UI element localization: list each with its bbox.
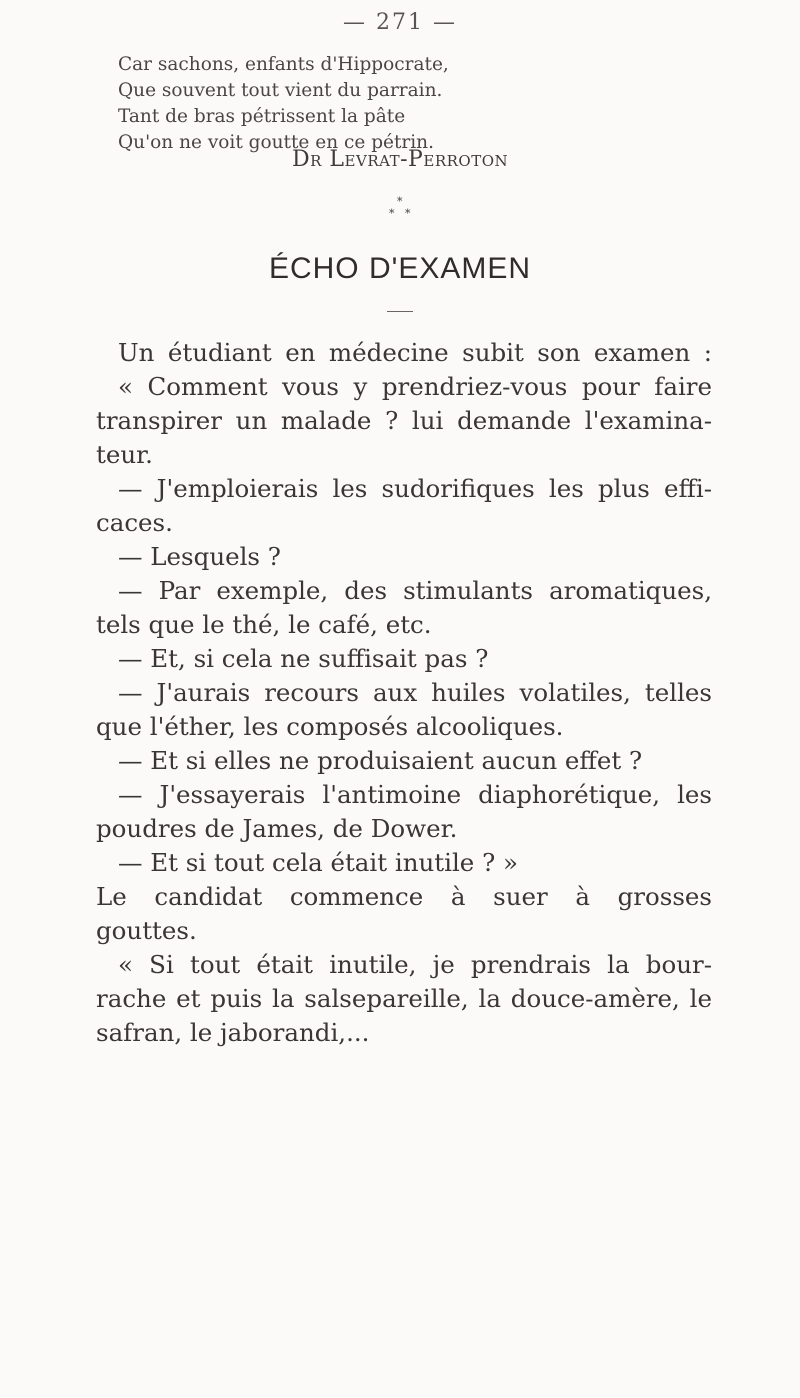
article-line: « Comment vous y prendriez-vous pour faire [118, 372, 712, 401]
article-line: teur. [96, 440, 153, 469]
asterism [383, 196, 423, 236]
asterism-star: * [389, 207, 395, 220]
article-line: tels que le thé, le café, etc. [96, 610, 432, 639]
article-line: Le candidat commence à suer à grosses [96, 882, 712, 911]
article-line: « Si tout était inutile, je prendrais la bour- [118, 950, 712, 979]
article-line: Un étudiant en médecine subit son examen : [118, 338, 712, 367]
asterism-star: * [405, 207, 411, 220]
article-line: — Par exemple, des stimulants aromatiques, [118, 576, 712, 605]
poem-line: Qu'on ne voit goutte en ce pétrin. [118, 132, 434, 153]
poem-line: Car sachons, enfants d'Hippocrate, [118, 54, 449, 75]
poem-line: Tant de bras pétrissent la pâte [118, 106, 406, 127]
article-line: — Et si tout cela était inutile ? » [118, 848, 518, 877]
article-line: rache et puis la salsepareille, la douce-amère, le [96, 984, 712, 1013]
article-line: — J'essayerais l'antimoine diaphorétique, les [118, 780, 712, 809]
article-line: — Et si elles ne produisaient aucun effet ? [118, 746, 643, 775]
page-number: — 271 — [343, 10, 457, 35]
article-line: transpirer un malade ? lui demande l'examina- [96, 406, 712, 435]
article-line: poudres de James, de Dower. [96, 814, 458, 843]
article-line: gouttes. [96, 916, 197, 945]
article-line: caces. [96, 508, 173, 537]
title-rule [387, 311, 413, 312]
poem-signature: Dr Levrat-Perroton [292, 147, 509, 172]
asterism-star: * [397, 195, 403, 208]
article-line: — J'aurais recours aux huiles volatiles, telles [118, 678, 712, 707]
poem-line: Que souvent tout vient du parrain. [118, 80, 443, 101]
section-title: ÉCHO D'EXAMEN [268, 252, 532, 285]
article-line: — Et, si cela ne suffisait pas ? [118, 644, 489, 673]
article-line: — Lesquels ? [118, 542, 281, 571]
article-line: que l'éther, les composés alcooliques. [96, 712, 564, 741]
article-line: safran, le jaborandi,... [96, 1018, 370, 1047]
article-line: — J'emploierais les sudorifiques les plus effi- [118, 474, 712, 503]
